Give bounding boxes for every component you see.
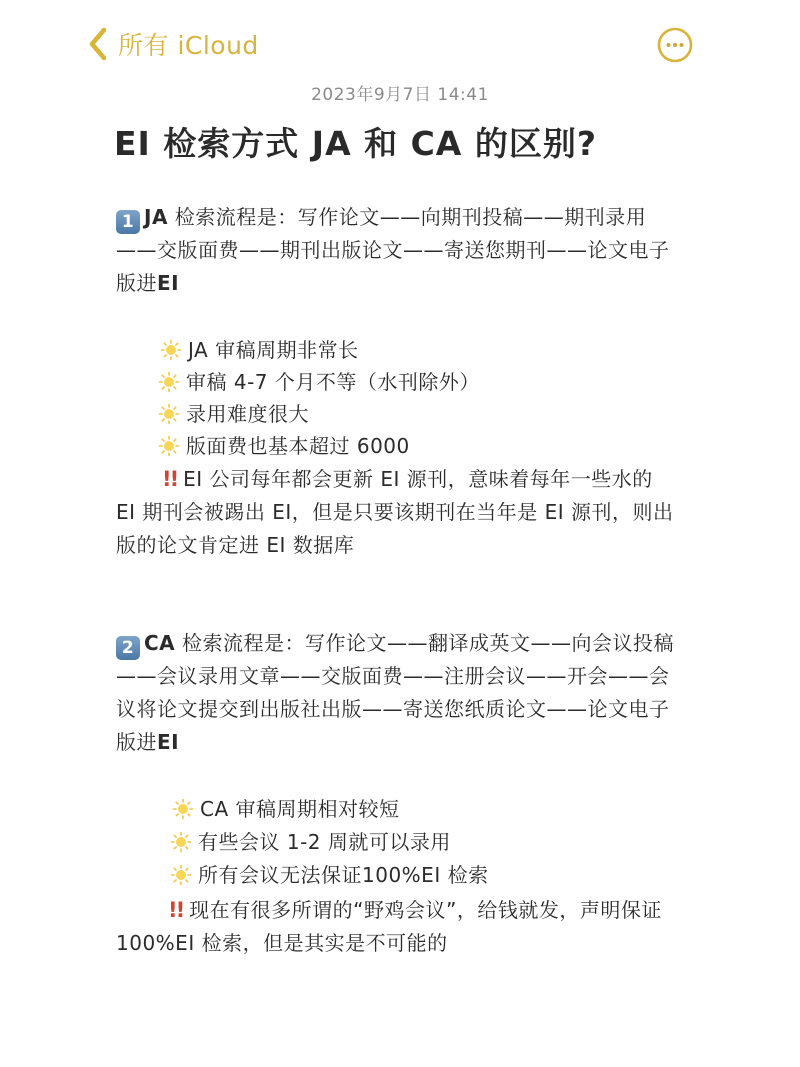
bullet-text: JA 审稿周期非常长 [188,338,359,362]
double-exclamation-icon: !! [162,467,178,491]
sun-icon [158,435,180,457]
sun-icon [160,339,182,361]
bullet-text: CA 审稿周期相对较短 [200,797,400,821]
section-1-bullet [158,430,410,462]
chevron-left-icon [88,27,108,61]
section-1-lead: JA [144,205,168,229]
section-1-flow-end: EI [157,271,180,295]
bullet-text: 录用难度很大 [186,402,309,426]
section-2-flow [116,627,676,759]
section-2-bullet [170,826,451,858]
section-2-flow-text: 检索流程是：写作论文——翻译成英文——向会议投稿——会议录用文章——交版面费——注册会议——开会——会议将论文提交到出版社出版——寄送您纸质论文——论文电子版进 [116,631,675,754]
bullet-text: 有些会议 1-2 周就可以录用 [198,830,451,854]
section-2-bullet [172,793,400,825]
sun-icon [158,403,180,425]
section-2-flow-end: EI [157,730,180,754]
keycap-1-icon: 1 [116,210,140,234]
section-2-warning [116,894,676,960]
sun-icon [170,864,192,886]
section-2-lead: CA [144,631,176,655]
warning-text: 现在有很多所谓的“野鸡会议”，给钱就发，声明保证100%EI 检索，但是其实是不可能的 [116,898,662,955]
section-1-warning [116,463,676,562]
navigation-bar [0,0,800,80]
section-2-bullet [170,859,489,891]
section-1-flow [116,201,676,300]
double-exclamation-icon: !! [168,898,184,922]
ellipsis-circle-icon[interactable] [657,27,693,63]
sun-icon [158,371,180,393]
warning-text: EI 公司每年都会更新 EI 源刊，意味着每年一些水的 EI 期刊会被踢出 EI，但是只要该期刊在当年是 EI 源刊，则出版的论文肯定进 EI 数据库 [116,467,674,557]
back-button[interactable] [88,26,259,62]
bullet-text: 所有会议无法保证100%EI 检索 [198,863,489,887]
bullet-text: 版面费也基本超过 6000 [186,434,410,458]
section-1-bullet [160,334,359,366]
keycap-2-icon: 2 [116,636,140,660]
sun-icon [172,798,194,820]
bullet-text: 审稿 4-7 个月不等（水刊除外） [186,370,480,394]
section-1-bullet [158,366,480,398]
back-button-label: 所有 iCloud [118,31,259,60]
section-1-bullet [158,398,309,430]
section-1-flow-text: 检索流程是：写作论文——向期刊投稿——期刊录用——交版面费——期刊出版论文——寄送您期刊——论文电子版进 [116,205,670,295]
sun-icon [170,831,192,853]
note-title: EI 检索方式 JA 和 CA 的区别? [114,124,597,163]
note-timestamp: 2023年9月7日 14:41 [311,85,489,105]
